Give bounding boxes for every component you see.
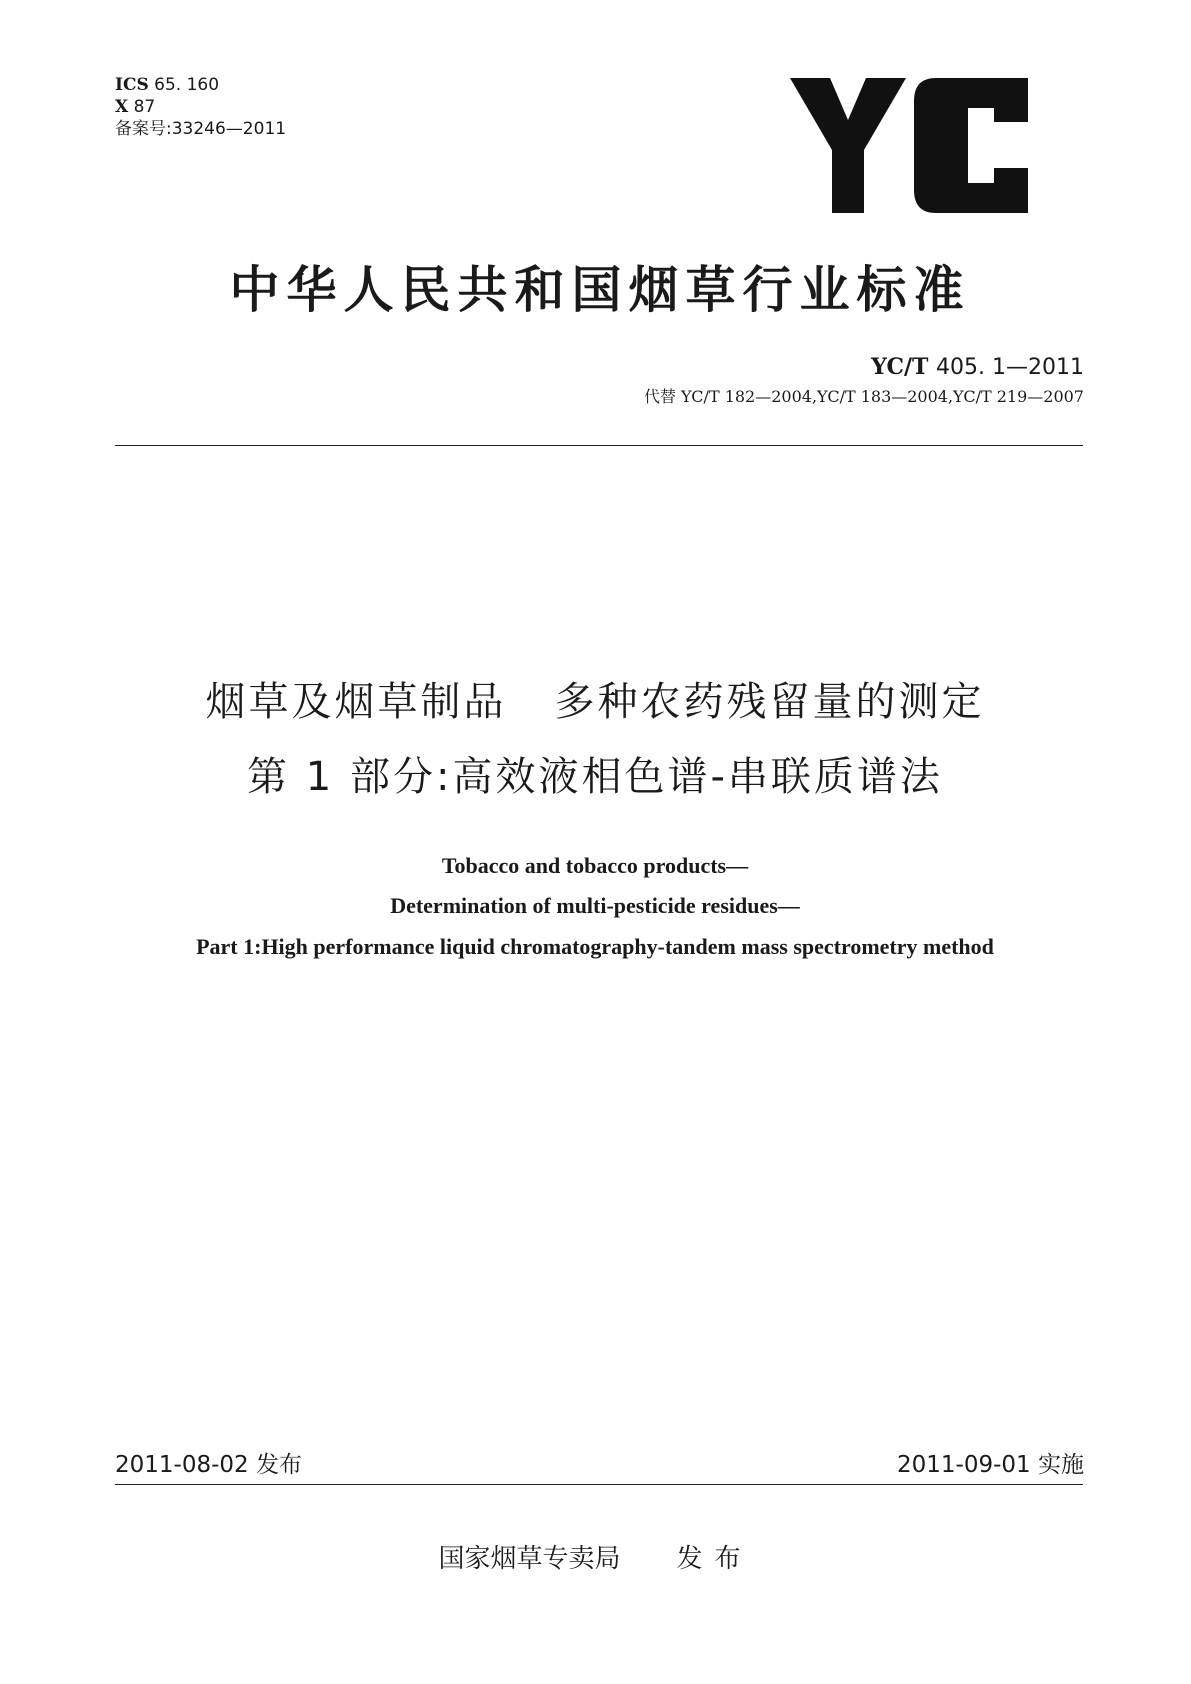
main-title: 中华人民共和国烟草行业标准 (229, 261, 971, 319)
replaces-standards: 代替 YC/T 182—2004,YC/T 183—2004,YC/T 219—2007 (643, 387, 1084, 406)
header-divider (115, 445, 1083, 446)
issuer (0, 1538, 1191, 1575)
classification-block (115, 74, 286, 140)
title-en-line2: Determination of multi-pesticide residues— (390, 893, 800, 918)
ics-row (115, 74, 286, 96)
title-en-line3: Part 1:High performance liquid chromatography-tandem mass spectrometry method (196, 934, 994, 959)
title-cn-line2: 第 1 部分:高效液相色谱-串联质谱法 (247, 754, 943, 800)
ics-label: ICS (115, 75, 149, 95)
ccs-row (115, 96, 286, 118)
ccs-value: 87 (133, 97, 156, 117)
implementation-date: 2011-09-01 实施 (897, 1452, 1084, 1478)
issuer-action: 发布 (676, 1544, 753, 1574)
issuer-name: 国家烟草专卖局 (438, 1544, 621, 1574)
title-cn-part1: 烟草及烟草制品 (205, 679, 507, 725)
footer-divider (115, 1484, 1083, 1485)
standard-code: 405. 1—2011 (936, 355, 1084, 380)
title-en-line1: Tobacco and tobacco products— (441, 853, 749, 878)
title-cn-line1 (80, 670, 1110, 727)
ics-value: 65. 160 (154, 75, 220, 95)
standard-prefix: YC/T (871, 354, 929, 380)
standard-number (871, 354, 1084, 380)
yc-logo (790, 78, 1028, 213)
ccs-label: X (115, 97, 129, 117)
issue-date: 2011-08-02 发布 (115, 1452, 302, 1478)
filing-number: 备案号:33246—2011 (115, 119, 287, 139)
title-cn-part2: 多种农药残留量的测定 (554, 679, 985, 725)
